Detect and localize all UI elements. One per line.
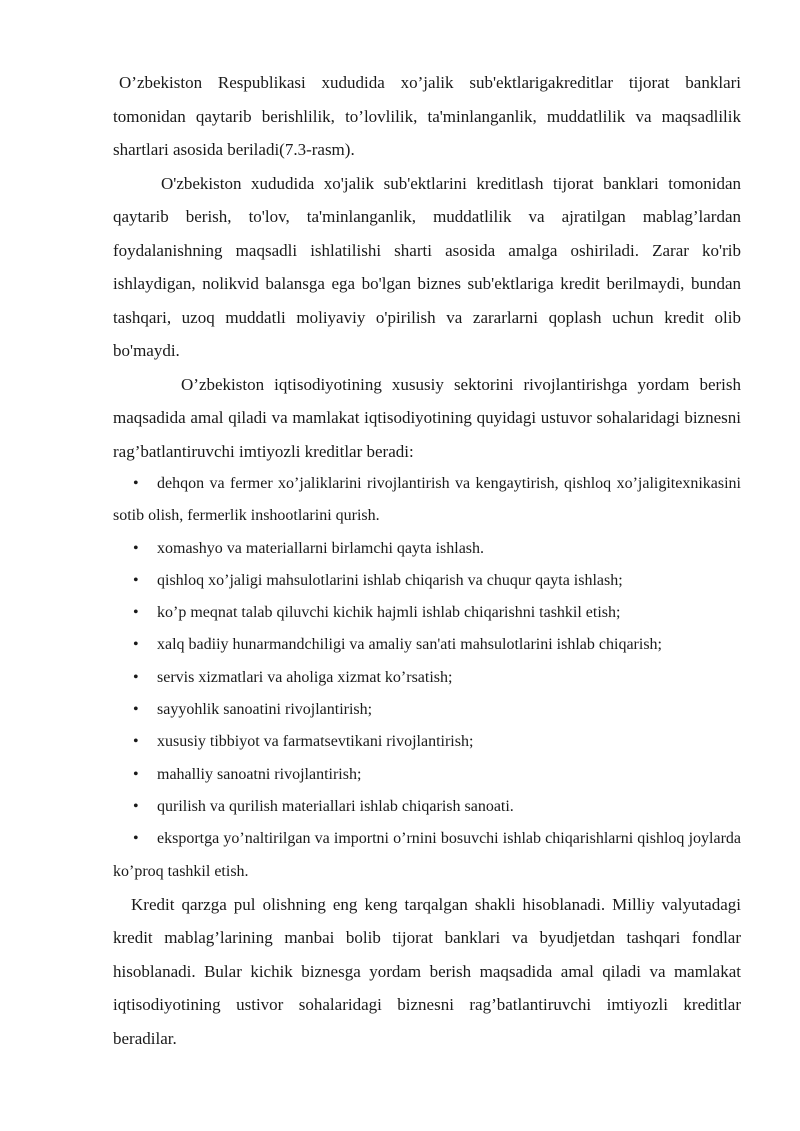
- bullet-icon: •: [133, 668, 139, 686]
- list-item: • qishloq xo’jaligi mahsulotlarini ishlab chiqarish va chuqur qayta ishlash;: [113, 565, 741, 597]
- list-item: • dehqon va fermer xo’jaliklarini rivojlantirish va kengaytirish, qishloq xo’jaligitexnikasini sotib olish, fermerlik inshootlarini qurish.: [113, 468, 741, 533]
- list-item: • sayyohlik sanoatini rivojlantirish;: [113, 694, 741, 726]
- paragraph-crediting-conditions: O'zbekiston xududida xo'jalik sub'ektlarini kreditlash tijorat banklari tomonidan qaytarib berish, to'lov, ta'minlanganlik, muddatlilik va ajratilgan mablag’lardan foydalanishning maqsadli ishlatilishi sharti asosida amalga oshiriladi. Zarar ko'rib ishlaydigan, nolikvid balansga ega bo'lgan biznes sub'ektlariga kredit berilmaydi, bundan tashqari, uzoq muddatli moliyaviy o'pirilish va zararlarni qoplash uchun kredit olib bo'maydi.: [113, 173, 741, 360]
- bullet-icon: •: [133, 733, 139, 751]
- list-item: • qurilish va qurilish materiallari ishlab chiqarish sanoati.: [113, 791, 741, 823]
- bullet-icon: •: [133, 475, 139, 492]
- bullet-icon: •: [133, 571, 139, 589]
- paragraph-intro: O’zbekiston Respublikasi xududida xo’jalik sub'ektlarigakreditlar tijorat banklari tomonidan qaytarib berishlilik, to’lovlilik, ta'minlanganlik, muddatlilik va maqsadlilik shartlari asosida beriladi(7.3-rasm).: [113, 73, 741, 159]
- bullet-icon: •: [133, 636, 139, 654]
- bullet-icon: •: [133, 765, 139, 783]
- bullet-icon: •: [133, 604, 139, 622]
- list-item: • xomashyo va materiallarni birlamchi qayta ishlash.: [113, 533, 741, 565]
- document-page: [113, 66, 741, 1055]
- paragraph-closing: Kredit qarzga pul olishning eng keng tarqalgan shakli hisoblanadi. Milliy valyutadagi kredit mablag’larining manbai bolib tijorat banklari va byudjetdan tashqari fondlar hisoblanadi. Bular kichik biznesga yordam berish maqsadida amal qiladi va mamlakat iqtisodiyotining ustivor sohalaridagi biznesni rag’batlantiruvchi imtiyozli kreditlar beradilar.: [113, 894, 741, 1048]
- list-item: • xalq badiiy hunarmandchiligi va amaliy san'ati mahsulotlarini ishlab chiqarish;: [113, 629, 741, 661]
- paragraph-preferential-credits: O’zbekiston iqtisodiyotining xususiy sektorini rivojlantirishga yordam berish maqsadida amal qiladi va mamlakat iqtisodiyotining quyidagi ustuvor sohalaridagi biznesni rag’batlantiruvchi imtiyozli kreditlar beradi:: [113, 374, 741, 461]
- list-item: • xususiy tibbiyot va farmatsevtikani rivojlantirish;: [113, 726, 741, 758]
- priority-sectors-list: [113, 468, 741, 888]
- list-item: • ko’p meqnat talab qiluvchi kichik hajmli ishlab chiqarishni tashkil etish;: [113, 597, 741, 629]
- bullet-icon: •: [133, 701, 139, 719]
- list-item: • servis xizmatlari va aholiga xizmat ko’rsatish;: [113, 662, 741, 694]
- bullet-icon: •: [133, 830, 139, 848]
- list-item: • mahalliy sanoatni rivojlantirish;: [113, 759, 741, 791]
- list-item: • eksportga yo’naltirilgan va importni o’rnini bosuvchi ishlab chiqarishlarni qishloq joylarda ko’proq tashkil etish.: [113, 823, 741, 888]
- bullet-icon: •: [133, 539, 139, 557]
- bullet-icon: •: [133, 797, 139, 815]
